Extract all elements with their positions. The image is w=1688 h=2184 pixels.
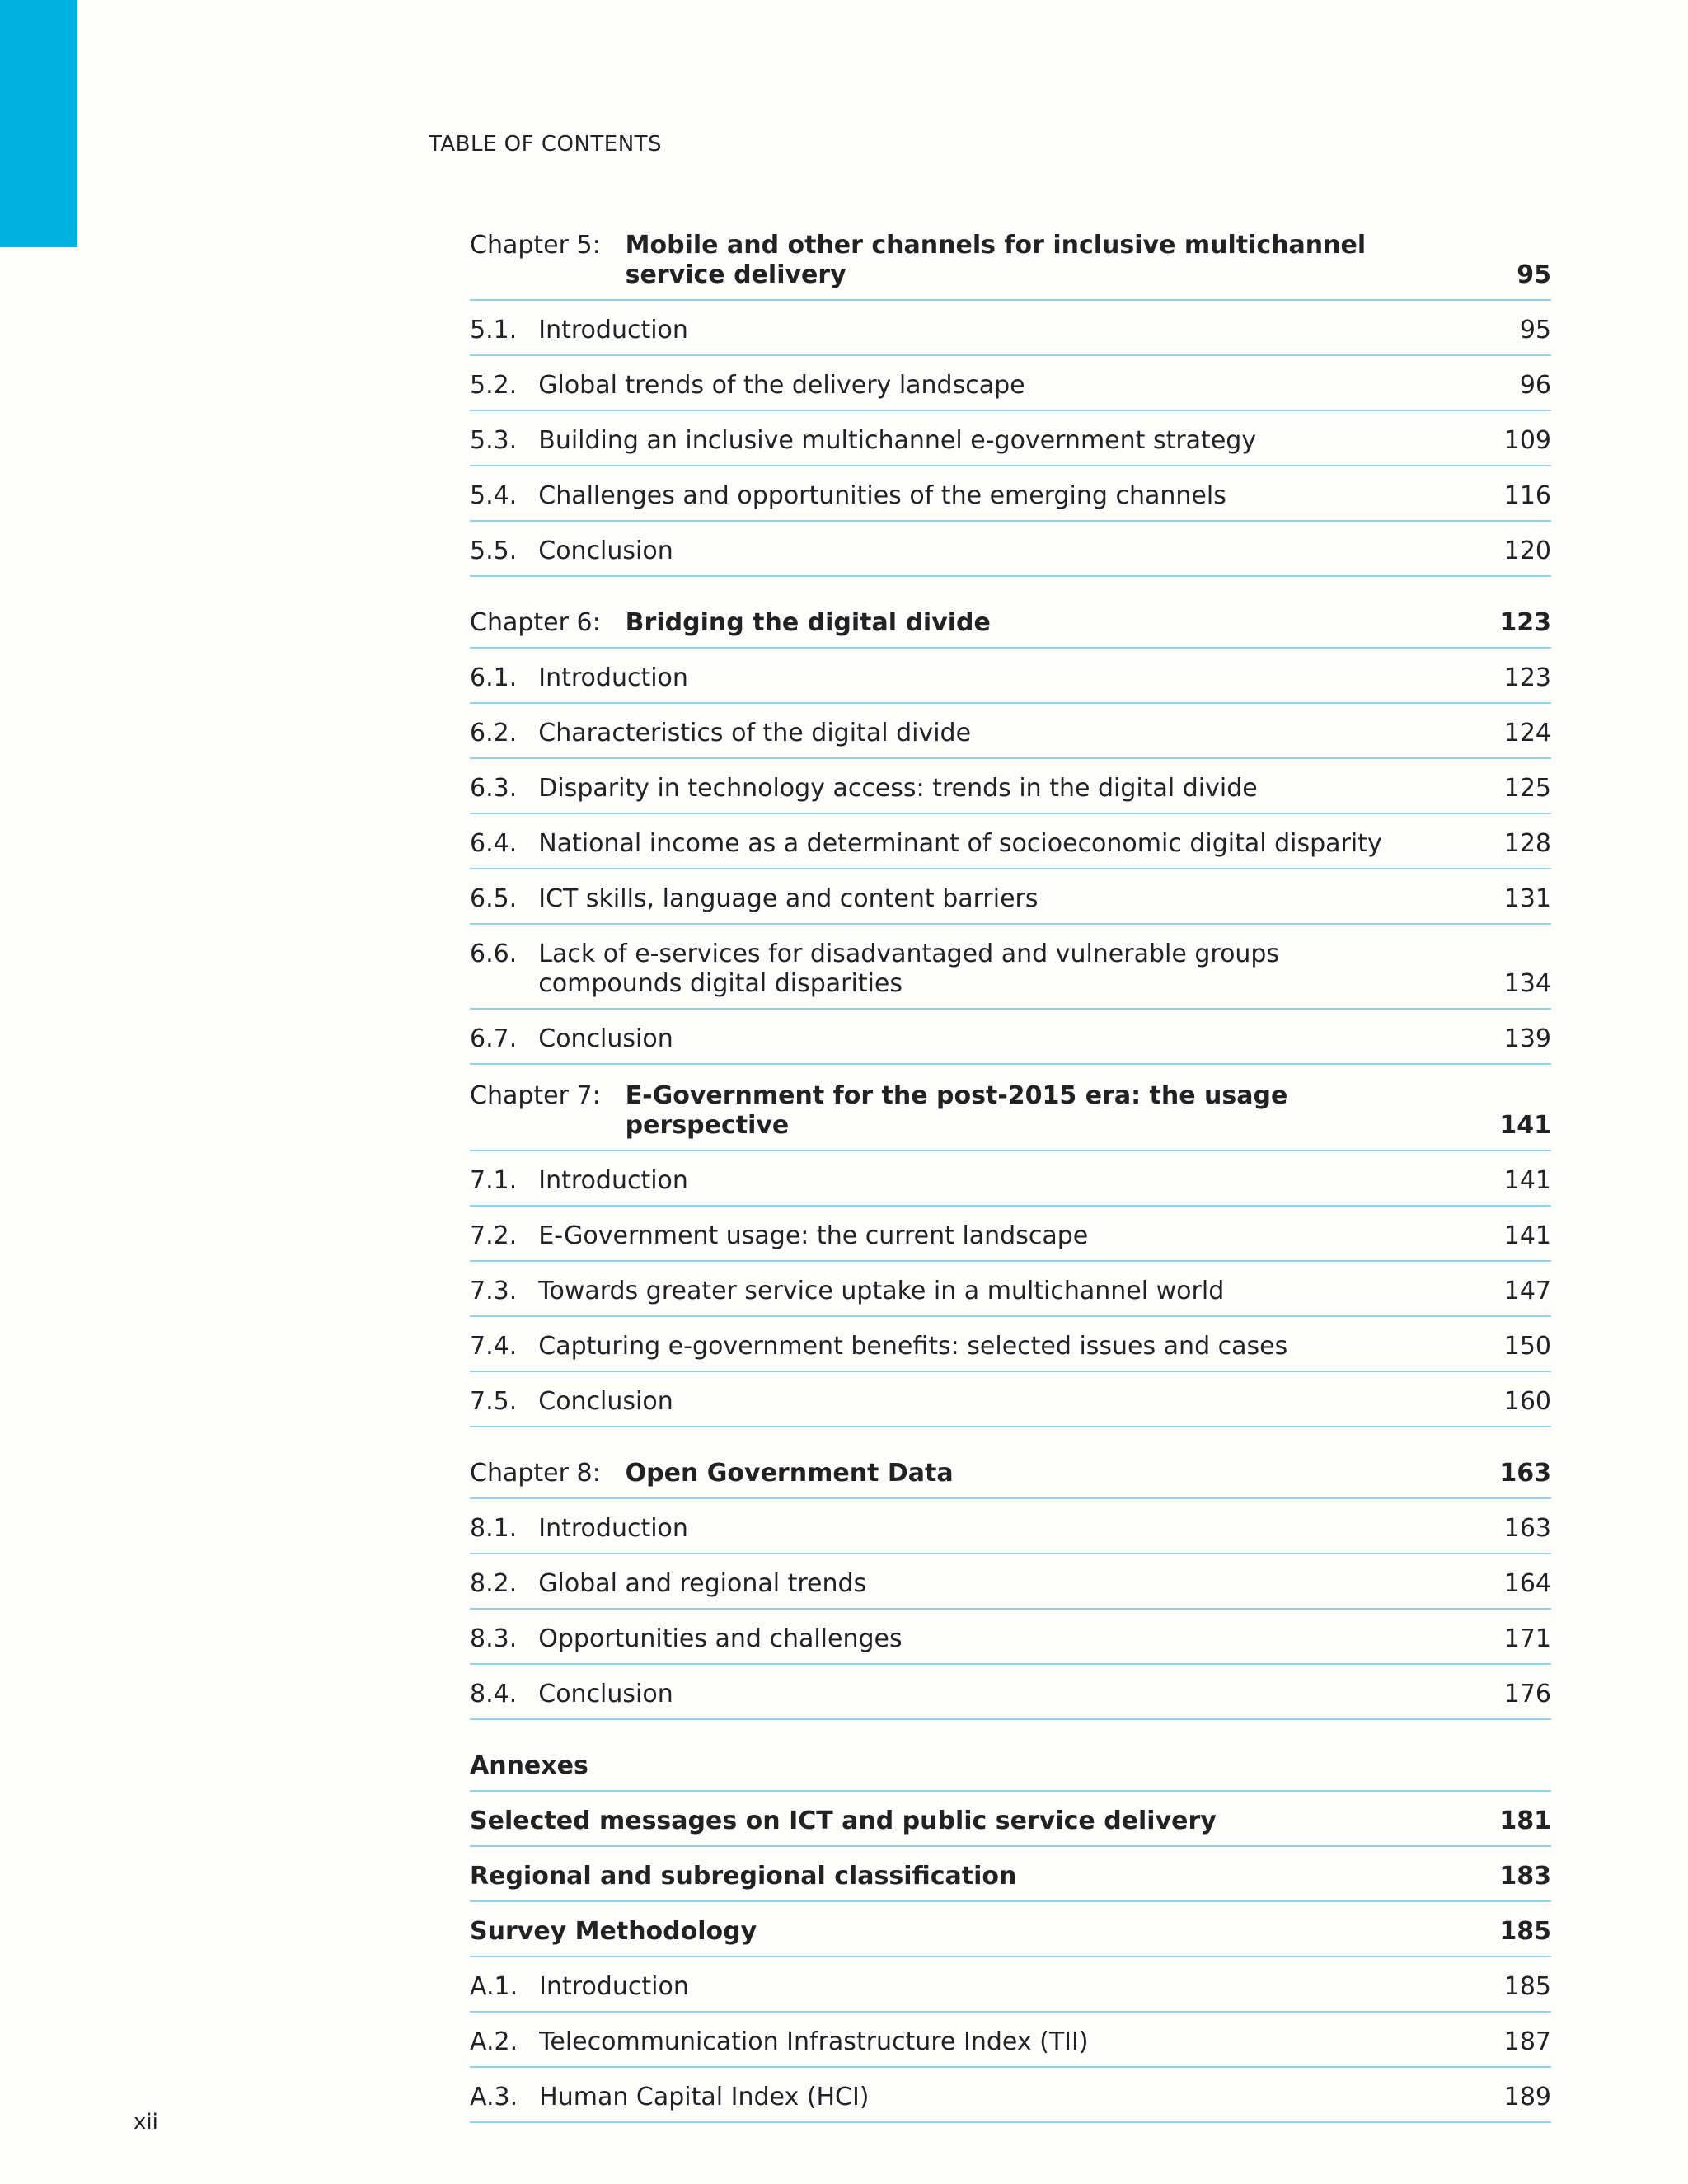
section-row-8-1[interactable] [470, 1499, 1551, 1554]
section-number: 8.2. [470, 1569, 518, 1598]
page-number: 123 [1499, 608, 1551, 637]
section-title: Introduction [539, 1972, 689, 2001]
chapter-title: E-Government for the post-2015 era: the usage perspective [625, 1081, 1288, 1140]
section-number: 6.6. [470, 940, 518, 968]
section-title: Introduction [538, 1166, 688, 1195]
section-title: Towards greater service uptake in a multichannel world [538, 1277, 1225, 1305]
page-number: 185 [1499, 1917, 1551, 1946]
section-number: 7.1. [470, 1166, 518, 1195]
chapter-title: Open Government Data [625, 1459, 954, 1488]
section-number: 7.3. [470, 1277, 518, 1305]
page-number: 189 [1503, 2083, 1551, 2111]
page-number: 183 [1499, 1862, 1551, 1891]
section-row-7-1[interactable] [470, 1151, 1551, 1207]
section-row-5-4[interactable] [470, 466, 1551, 522]
annex-title: Regional and subregional classification [470, 1862, 1017, 1891]
section-title: Human Capital Index (HCI) [539, 2083, 870, 2111]
page-number: 128 [1503, 829, 1551, 858]
page-number: 123 [1503, 663, 1551, 692]
page-number: 164 [1503, 1569, 1551, 1598]
section-title: Global trends of the delivery landscape [538, 371, 1025, 400]
section-number: 6.4. [470, 829, 518, 858]
section-number: 6.7. [470, 1024, 518, 1053]
running-head: TABLE OF CONTENTS [429, 132, 663, 157]
page-number: 160 [1503, 1387, 1551, 1416]
annex-title: Survey Methodology [470, 1917, 757, 1946]
section-number: 8.4. [470, 1680, 518, 1708]
section-title: National income as a determinant of socioeconomic digital disparity [538, 829, 1382, 858]
chapter-row-7[interactable] [470, 1081, 1551, 1151]
section-title: Global and regional trends [538, 1569, 867, 1598]
page-number: 163 [1499, 1459, 1551, 1488]
section-row-8-2[interactable] [470, 1554, 1551, 1610]
section-title: E-Government usage: the current landscape [538, 1221, 1089, 1250]
page-number: 141 [1503, 1166, 1551, 1195]
page-number: 181 [1499, 1807, 1551, 1835]
section-number: 7.5. [470, 1387, 518, 1416]
section-row-6-6[interactable] [470, 925, 1551, 1010]
section-row-6-3[interactable] [470, 759, 1551, 814]
annex-row-messages[interactable] [470, 1792, 1551, 1847]
edge-color-tab [0, 0, 77, 247]
section-row-8-3[interactable] [470, 1610, 1551, 1665]
section-number: 8.3. [470, 1624, 518, 1653]
section-row-5-2[interactable] [470, 356, 1551, 411]
section-number: A.2. [470, 2027, 518, 2056]
section-title: Characteristics of the digital divide [538, 719, 972, 748]
section-number: 6.3. [470, 774, 518, 803]
section-title: Conclusion [538, 1024, 673, 1053]
page-number: 120 [1503, 537, 1551, 565]
section-row-7-5[interactable] [470, 1372, 1551, 1427]
page-number: 95 [1519, 316, 1551, 344]
page-number: 141 [1499, 1111, 1551, 1140]
page-number: 187 [1503, 2027, 1551, 2056]
section-title: Introduction [538, 663, 688, 692]
section-number: A.3. [470, 2083, 518, 2111]
chapter-row-8[interactable] [470, 1444, 1551, 1499]
section-title: Conclusion [538, 1680, 673, 1708]
section-title: Conclusion [538, 1387, 673, 1416]
page-number: 185 [1503, 1972, 1551, 2001]
section-title: Conclusion [538, 537, 673, 565]
section-title: ICT skills, language and content barriers [538, 884, 1039, 913]
section-title: Building an inclusive multichannel e-government strategy [538, 426, 1257, 455]
section-row-6-5[interactable] [470, 869, 1551, 925]
page-number: 176 [1503, 1680, 1551, 1708]
section-row-a-3[interactable] [470, 2068, 1551, 2123]
section-number: 5.4. [470, 481, 518, 510]
section-row-a-1[interactable] [470, 1957, 1551, 2013]
section-title: Capturing e-government benefits: selected issues and cases [538, 1332, 1288, 1361]
section-row-8-4[interactable] [470, 1665, 1551, 1720]
section-row-6-2[interactable] [470, 704, 1551, 759]
section-number: 5.1. [470, 316, 518, 344]
page-folio: xii [134, 2110, 158, 2135]
section-number: 5.2. [470, 371, 518, 400]
section-title: Lack of e-services for disadvantaged and vulnerable groups compounds digital disparities [538, 940, 1280, 998]
section-title: Challenges and opportunities of the emerging channels [538, 481, 1226, 510]
section-row-6-7[interactable] [470, 1010, 1551, 1065]
page-number: 171 [1503, 1624, 1551, 1653]
page-number: 96 [1519, 371, 1551, 400]
section-row-7-3[interactable] [470, 1262, 1551, 1317]
annex-row-regional[interactable] [470, 1847, 1551, 1902]
section-row-5-5[interactable] [470, 522, 1551, 577]
section-number: 7.4. [470, 1332, 518, 1361]
chapter-label: Chapter 7: [470, 1081, 601, 1110]
page-number: 125 [1503, 774, 1551, 803]
page-number: 134 [1503, 969, 1551, 998]
section-row-a-2[interactable] [470, 2013, 1551, 2068]
chapter-row-5[interactable] [470, 231, 1551, 301]
chapter-label: Chapter 6: [470, 608, 601, 637]
section-number: 5.3. [470, 426, 518, 455]
section-row-6-1[interactable] [470, 649, 1551, 704]
page-number: 124 [1503, 719, 1551, 748]
section-title: Opportunities and challenges [538, 1624, 903, 1653]
page-number: 131 [1503, 884, 1551, 913]
page-number: 147 [1503, 1277, 1551, 1305]
page-number: 163 [1503, 1514, 1551, 1543]
annex-row-methodology[interactable] [470, 1902, 1551, 1957]
annex-title: Selected messages on ICT and public service delivery [470, 1807, 1217, 1835]
section-number: 6.1. [470, 663, 518, 692]
chapter-label: Chapter 8: [470, 1459, 601, 1488]
table-of-contents [470, 231, 1551, 2123]
chapter-title: Mobile and other channels for inclusive multichannel service delivery [625, 231, 1367, 289]
section-title: Disparity in technology access: trends in the digital divide [538, 774, 1258, 803]
section-number: 5.5. [470, 537, 518, 565]
section-number: 6.2. [470, 719, 518, 748]
section-row-6-4[interactable] [470, 814, 1551, 869]
section-number: 8.1. [470, 1514, 518, 1543]
page-number: 116 [1503, 481, 1551, 510]
page-number: 139 [1503, 1024, 1551, 1053]
page-number: 109 [1503, 426, 1551, 455]
page-number: 141 [1503, 1221, 1551, 1250]
section-title: Telecommunication Infrastructure Index (TII) [539, 2027, 1089, 2056]
chapter-title: Bridging the digital divide [625, 608, 991, 637]
section-number: A.1. [470, 1972, 518, 2001]
annexes-heading: Annexes [470, 1736, 1551, 1792]
section-number: 6.5. [470, 884, 518, 913]
section-row-5-3[interactable] [470, 411, 1551, 466]
chapter-row-6[interactable] [470, 593, 1551, 649]
chapter-label: Chapter 5: [470, 231, 601, 260]
section-row-5-1[interactable] [470, 301, 1551, 356]
section-title: Introduction [538, 1514, 688, 1543]
page-number: 150 [1503, 1332, 1551, 1361]
section-title: Introduction [538, 316, 688, 344]
section-number: 7.2. [470, 1221, 518, 1250]
section-row-7-2[interactable] [470, 1207, 1551, 1262]
page-number: 95 [1517, 260, 1551, 289]
section-row-7-4[interactable] [470, 1317, 1551, 1372]
